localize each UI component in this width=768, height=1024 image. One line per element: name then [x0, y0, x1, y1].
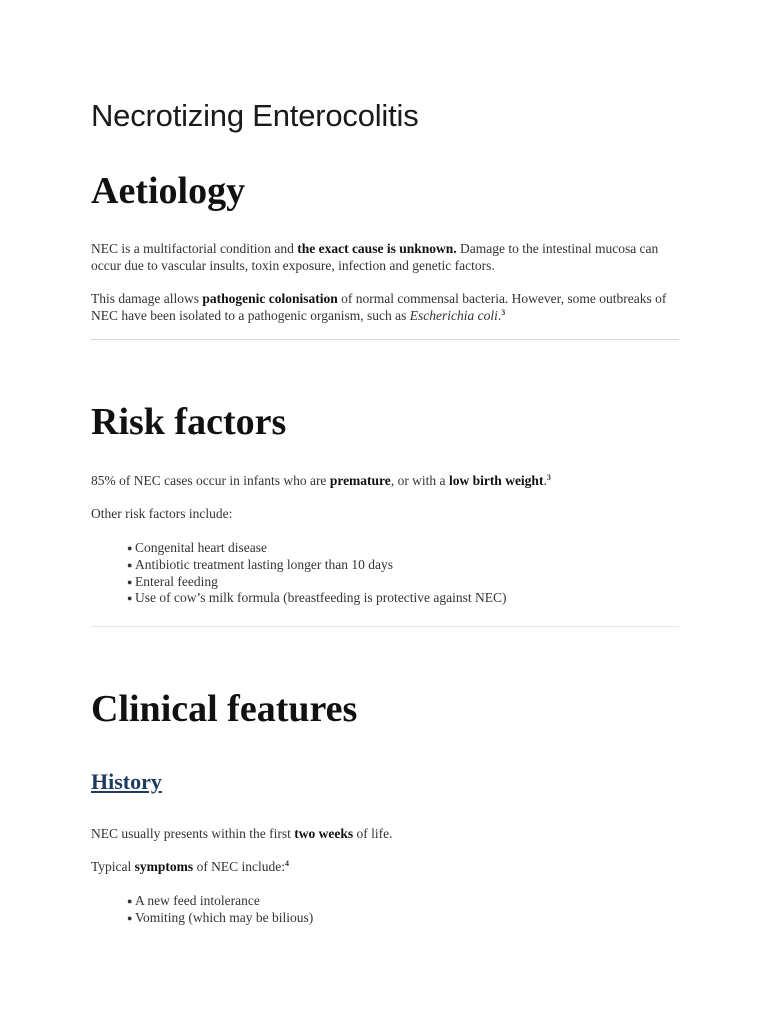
- bold-text: pathogenic colonisation: [202, 291, 338, 306]
- history-paragraph-2: [91, 858, 679, 875]
- history-paragraph-1: [91, 825, 679, 842]
- section-divider: [91, 626, 679, 627]
- bullet-icon: ●: [127, 896, 133, 906]
- bullet-icon: ●: [127, 559, 133, 570]
- text-run: .: [543, 473, 547, 488]
- history-subheading: History: [91, 769, 162, 794]
- risk-factors-paragraph-1: [91, 472, 679, 489]
- bold-text: the exact cause is unknown.: [297, 241, 457, 256]
- symptoms-list: [128, 893, 313, 927]
- text-run: NEC is a multifactorial condition and: [91, 241, 298, 256]
- risk-factors-heading: Risk factors: [91, 401, 287, 443]
- text-run: of life.: [353, 826, 393, 841]
- list-item: [128, 590, 507, 607]
- bullet-icon: ●: [127, 576, 133, 587]
- aetiology-paragraph-1: [91, 240, 679, 274]
- text-run: of NEC include:: [193, 859, 286, 874]
- bullet-icon: ●: [127, 593, 133, 604]
- clinical-features-heading: Clinical features: [91, 688, 358, 730]
- text-run: This damage allows: [91, 291, 203, 306]
- italic-text: Escherichia coli: [409, 308, 498, 323]
- list-item: [128, 557, 507, 574]
- reference-superscript: 3: [501, 308, 506, 317]
- text-run: , or with a: [390, 473, 449, 488]
- risk-factors-paragraph-2: Other risk factors include:: [91, 506, 233, 521]
- aetiology-heading: Aetiology: [91, 170, 246, 212]
- document-title: Necrotizing Enterocolitis: [91, 98, 419, 133]
- list-item-text: Use of cow’s milk formula (breastfeeding is protective against NEC): [135, 590, 507, 606]
- list-item: [128, 574, 507, 591]
- text-run: NEC usually presents within the first: [91, 826, 295, 841]
- list-item: [128, 540, 507, 557]
- text-run: Damage to the intestinal mucosa can occur due to vascular insults, toxin exposure, infection and genetic factors.: [91, 241, 659, 273]
- text-run: .: [497, 308, 502, 323]
- bold-text: symptoms: [134, 859, 194, 874]
- bullet-icon: ●: [127, 912, 133, 923]
- list-item-text: Vomiting (which may be bilious): [135, 909, 314, 925]
- bold-text: two weeks: [294, 826, 354, 841]
- text-run: 85% of NEC cases occur in infants who are: [91, 473, 330, 488]
- reference-superscript: 4: [285, 859, 290, 868]
- list-item: [128, 910, 313, 927]
- bullet-icon: ●: [127, 543, 133, 553]
- bold-text: low birth weight: [448, 473, 544, 488]
- aetiology-paragraph-2: [91, 290, 679, 324]
- list-item-text: A new feed intolerance: [135, 893, 260, 908]
- list-item-text: Enteral feeding: [135, 573, 218, 589]
- list-item-text: Antibiotic treatment lasting longer than 10 days: [135, 556, 393, 572]
- list-item: [128, 893, 313, 910]
- reference-superscript: 3: [546, 473, 551, 482]
- risk-factors-list: [128, 540, 507, 607]
- text-run: of normal commensal bacteria. However, some outbreaks of NEC have been isolated to a pathogenic organism, such as: [91, 291, 667, 323]
- text-run: Typical: [91, 859, 135, 874]
- section-divider: [91, 339, 679, 340]
- list-item-text: Congenital heart disease: [135, 540, 267, 555]
- bold-text: premature: [329, 473, 391, 488]
